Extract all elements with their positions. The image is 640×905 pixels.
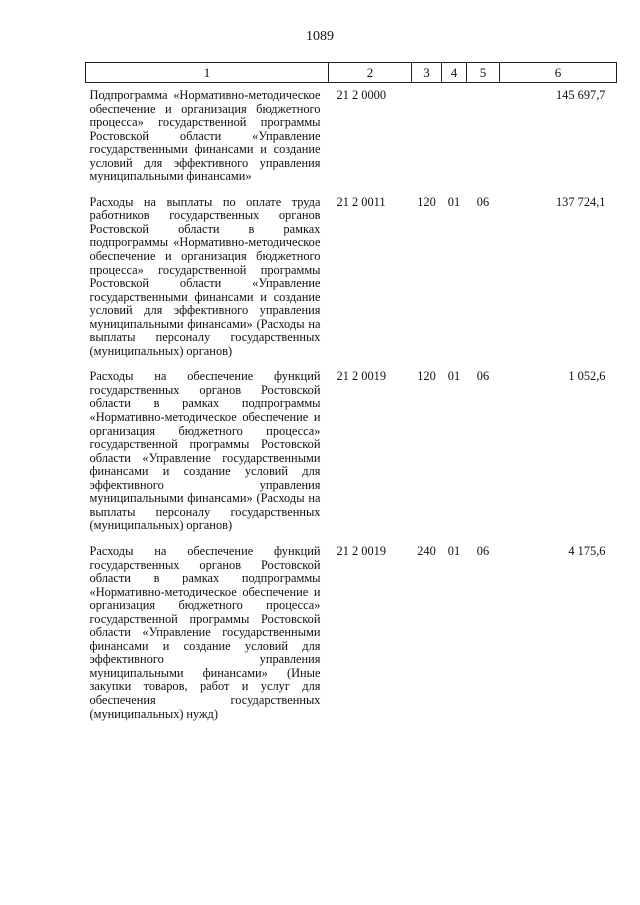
col-header-target-article: 2 — [329, 63, 412, 83]
row-target-article: 21 2 0000 — [336, 88, 387, 102]
row-section: 01 — [447, 369, 461, 384]
row-subsection: 06 — [476, 543, 490, 558]
row-section — [442, 83, 467, 190]
page-number: 1089 — [306, 29, 334, 44]
col-header-amount: 6 — [500, 63, 617, 83]
row-amount: 4 175,6 — [568, 543, 606, 558]
col-header-name: 1 — [86, 63, 329, 83]
row-target-article: 21 2 0019 — [336, 543, 387, 558]
row-expense-type: 120 — [417, 194, 436, 209]
row-expense-type: 120 — [417, 369, 436, 384]
row-name: Расходы на обеспечение функций государственных органов Ростовской области в рамках подпрограммы «Нормативно-методическое обеспечение и организация бюджетного процесса» государственной программы Ростовской области «Управление государственными финансами и создание условий для эффективного управления муниципальными финансами» (Расходы на выплаты персоналу государственных (муниципальных) органов) — [89, 369, 321, 533]
col-header-expense-type: 3 — [412, 63, 442, 83]
table-row — [86, 83, 617, 190]
table-row — [86, 539, 617, 727]
table-row — [86, 364, 617, 539]
row-section: 01 — [447, 194, 461, 209]
row-expense-type — [412, 83, 442, 190]
col-header-section: 4 — [442, 63, 467, 83]
row-section: 01 — [447, 543, 461, 558]
row-expense-type: 240 — [417, 543, 436, 558]
table-row — [86, 190, 617, 365]
row-subsection: 06 — [476, 369, 490, 384]
header-row — [86, 63, 617, 83]
row-amount: 145 697,7 — [555, 88, 606, 102]
row-amount: 1 052,6 — [568, 369, 606, 384]
budget-table — [85, 62, 617, 727]
row-amount: 137 724,1 — [555, 194, 606, 209]
row-name: Расходы на выплаты по оплате труда работников государственных органов Ростовской области в рамках подпрограммы «Нормативно-методическое обеспечение и организация бюджетного процесса» государственной программы Ростовской области «Управление государственными финансами и создание условий для эффективного управления муниципальными финансами» (Расходы на выплаты персоналу государственных (муниципальных) органов) — [89, 194, 321, 358]
row-name: Расходы на обеспечение функций государственных органов Ростовской области в рамках подпрограммы «Нормативно-методическое обеспечение и организация бюджетного процесса» государственной программы Ростовской области «Управление государственными финансами и создание условий для эффективного управления муниципальными финансами» (Иные закупки товаров, работ и услуг для обеспечения государственных (муниципальных) нужд) — [89, 543, 321, 721]
row-target-article: 21 2 0011 — [336, 194, 386, 209]
col-header-subsection: 5 — [467, 63, 500, 83]
row-subsection — [467, 83, 500, 190]
row-subsection: 06 — [476, 194, 490, 209]
row-name: Подпрограмма «Нормативно-методическое обеспечение и организация бюджетного процесса» государственной программы Ростовской области «Управление государственными финансами и создание условий для эффективного управления муниципальными финансами» — [89, 88, 321, 184]
row-target-article: 21 2 0019 — [336, 369, 387, 384]
